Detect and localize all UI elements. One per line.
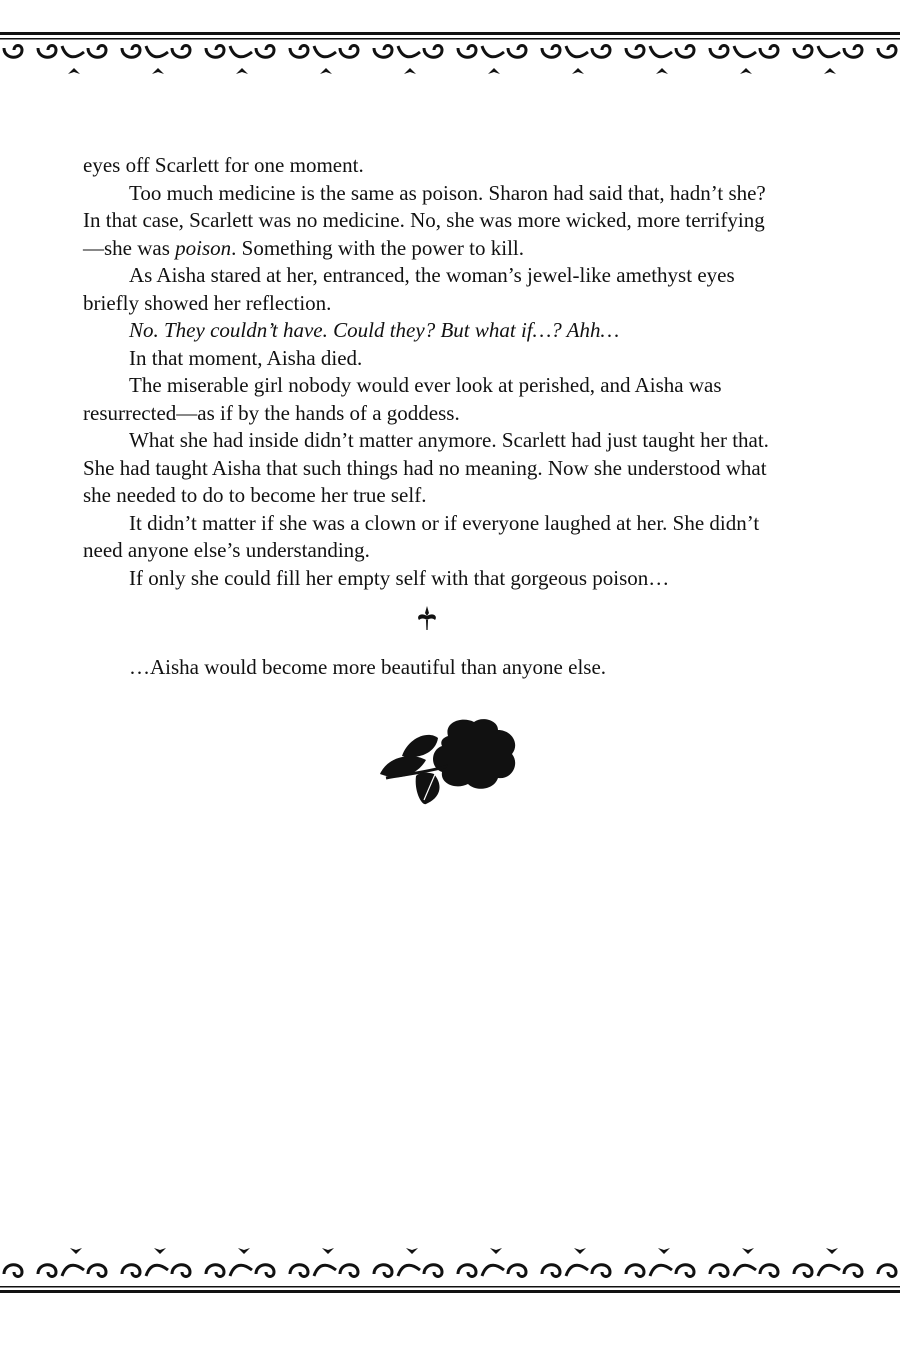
paragraph: What she had inside didn’t matter anymore. Scarlett had just taught her that. She had taught Aisha that such things had no meaning. Now she understood what she needed to do to become her true self.: [83, 428, 769, 507]
paragraph: If only she could fill her empty self with that gorgeous poison…: [129, 565, 670, 590]
top-ornamental-border: [0, 28, 900, 98]
scene-break: [83, 592, 783, 654]
paragraph-italic: No. They couldn’t have. Could they? But what if…? Ahh…: [129, 318, 620, 342]
paragraph: eyes off Scarlett for one moment.: [83, 153, 364, 177]
paragraph: As Aisha stared at her, entranced, the woman’s jewel-like amethyst eyes briefly showed her reflection.: [83, 263, 735, 315]
paragraph: In that moment, Aisha died.: [129, 345, 363, 370]
rose-silhouette-icon: [378, 716, 523, 808]
page-body-text: [83, 152, 783, 682]
paragraph: It didn’t matter if she was a clown or if everyone laughed at her. She didn’t need anyone else’s understanding.: [83, 510, 760, 562]
paragraph: The miserable girl nobody would ever look at perished, and Aisha was resurrected—as if by the hands of a goddess.: [83, 373, 722, 425]
fleuron-icon: [413, 604, 441, 632]
bottom-ornamental-border: [0, 1248, 900, 1318]
paragraph: …Aisha would become more beautiful than anyone else.: [129, 655, 607, 679]
paragraph: Too much medicine is the same as poison. Sharon had said that, hadn’t she? In that case, Scarlett was no medicine. No, she was more wicked, more terrifying—she was poison. Something with the power to kill.: [83, 180, 766, 260]
